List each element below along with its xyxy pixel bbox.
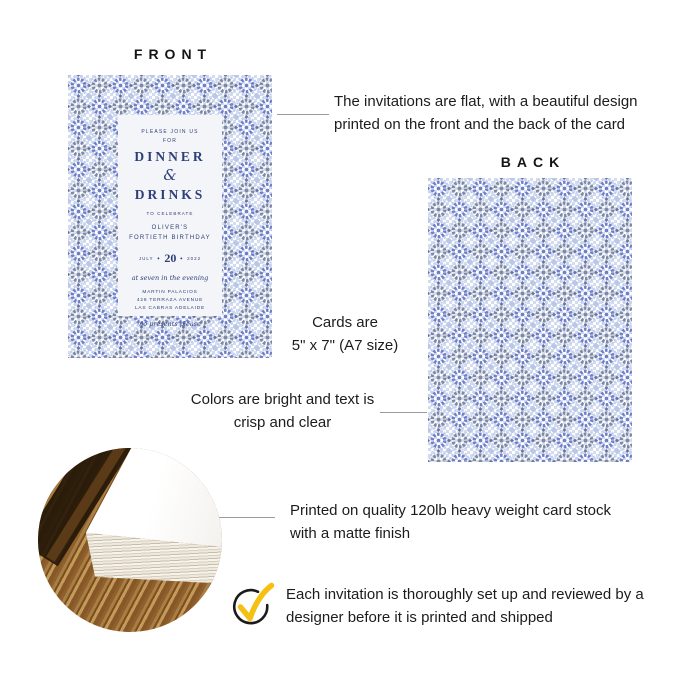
intro-line2: FOR (162, 138, 178, 144)
invitation-celebrate: TO CELEBRATE (146, 211, 194, 216)
address-line2: LAS CABRAS ADELAIDE (134, 305, 206, 311)
intro-line1: PLEASE JOIN US (141, 129, 199, 135)
tile-pattern-full (428, 178, 632, 462)
annotation-stock-line1: Printed on quality 120lb heavy weight card stock (290, 502, 612, 519)
annotation-review-line1: Each invitation is thoroughly set up and reviewed by a (286, 586, 644, 603)
date-month: JULY (138, 256, 154, 262)
callout-line-front (277, 114, 329, 115)
annotation-flat-line2: printed on the front and the back of the card (334, 116, 626, 134)
annotation-colors-line1: Colors are bright and text is (190, 391, 375, 408)
honoree-name: OLIVER'S (151, 225, 189, 231)
front-section-label: FRONT (133, 46, 213, 62)
invitation-intro (141, 128, 198, 146)
invitation-text-panel (118, 115, 222, 329)
card-stock-photo (38, 448, 222, 632)
host-name: MARTIN PALACIOS (142, 290, 198, 296)
check-circle-icon (228, 577, 282, 631)
date-day: 20 (164, 251, 177, 266)
annotation-review-line2: designer before it is printed and shipped (286, 609, 553, 627)
annotation-colors-line2: crisp and clear (233, 414, 332, 432)
annotation-designer-review (286, 583, 644, 630)
annotation-size-line2: 5" x 7" (A7 size) (291, 337, 399, 355)
annotation-flat-printing (334, 90, 638, 137)
annotation-card-size (270, 311, 420, 358)
annotation-color-quality (155, 388, 410, 435)
invitation-front-card (68, 75, 272, 358)
invitation-date (139, 251, 201, 266)
annotation-flat-line1: The invitations are flat, with a beautiful design (334, 93, 638, 110)
script-ampersand: & (163, 166, 177, 184)
invitation-address (135, 289, 205, 312)
annotation-stock-line2: with a matte finish (290, 525, 411, 543)
invitation-note: no presents please (139, 320, 201, 329)
invitation-back-card (428, 178, 632, 462)
date-year: 2022 (187, 256, 202, 262)
address-line1: 428 TERRAZA AVENUE (136, 298, 204, 304)
invitation-title-drinks: DRINKS (134, 187, 206, 202)
invitation-honoree (129, 223, 211, 243)
invitation-time: at seven in the evening (131, 274, 209, 283)
diamond-icon: ✦ (179, 255, 185, 261)
honoree-occasion: FORTIETH BIRTHDAY (129, 235, 211, 242)
annotation-card-stock (290, 499, 611, 546)
diamond-icon: ✦ (156, 255, 162, 261)
back-section-label: BACK (500, 154, 566, 170)
invitation-title-dinner: DINNER (134, 149, 206, 164)
annotation-size-line1: Cards are (312, 314, 378, 331)
